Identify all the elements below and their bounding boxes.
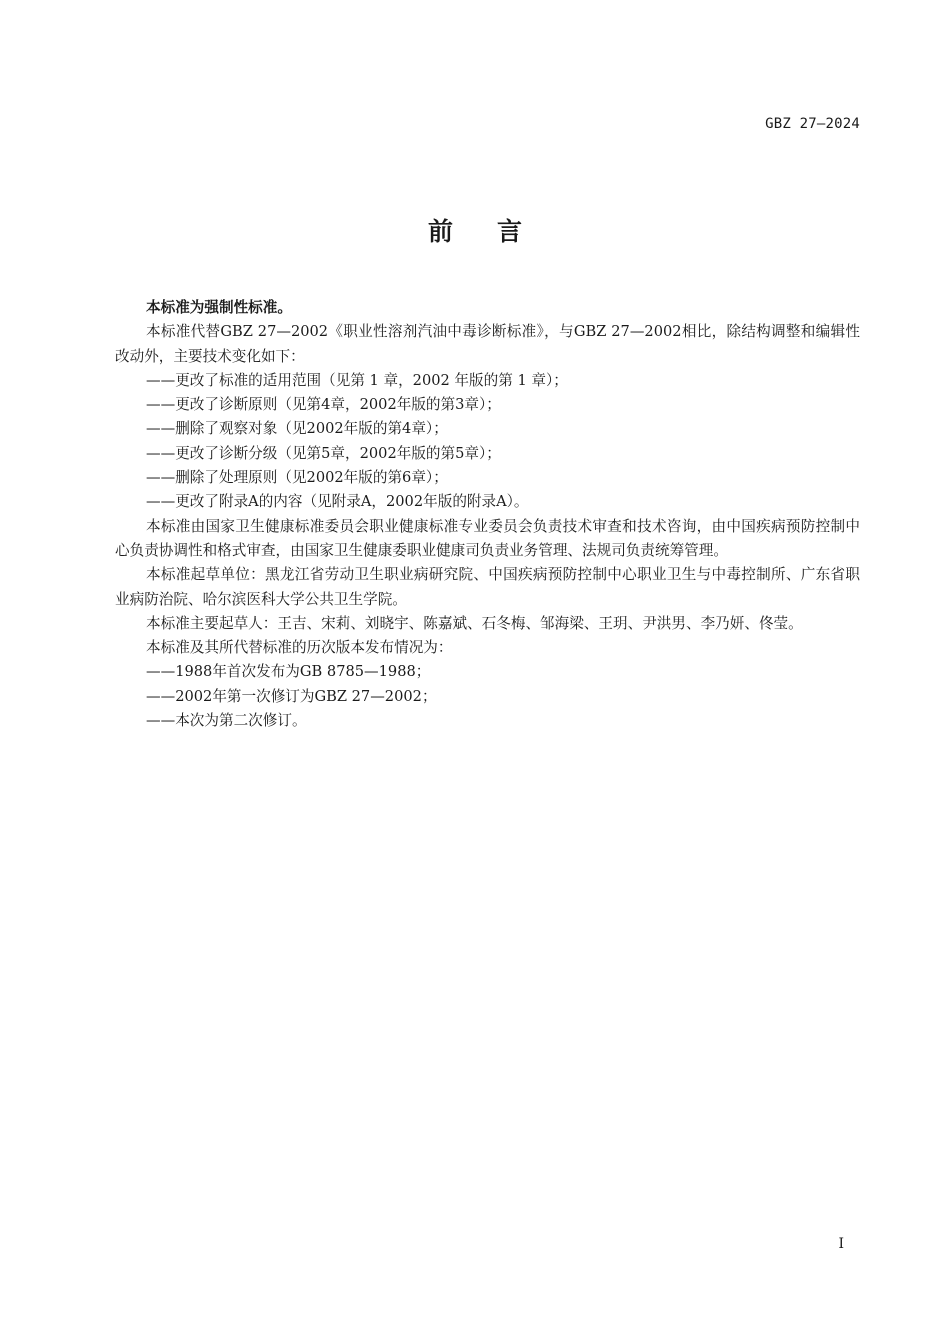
change-item-diagnosis-principle: ——更改了诊断原则（见第4章，2002年版的第3章）； [146, 396, 501, 414]
version-history-intro: 本标准及其所代替标准的历次版本发布情况为： [146, 639, 453, 657]
standard-code: GBZ 27—2024 [765, 116, 860, 132]
main-drafters: 本标准主要起草人：王吉、宋莉、刘晓宇、陈嘉斌、石冬梅、邹海梁、王玥、尹洪男、李乃妍、佟莹。 [146, 614, 803, 632]
page-number: I [838, 1236, 844, 1252]
change-item-diagnosis-grading: ——更改了诊断分级（见第5章，2002年版的第5章）； [146, 444, 501, 462]
drafting-units: 本标准起草单位：黑龙江省劳动卫生职业病研究院、中国疾病预防控制中心职业卫生与中毒控制所、广东省职业病防治院、哈尔滨医科大学公共卫生学院。 [115, 566, 860, 608]
foreword-body [115, 296, 860, 733]
mandatory-statement: 本标准为强制性标准。 [146, 299, 292, 316]
replacement-statement: 本标准代替GBZ 27—2002《职业性溶剂汽油中毒诊断标准》，与GBZ 27—2002相比，除结构调整和编辑性改动外，主要技术变化如下： [115, 323, 860, 365]
version-history-current: ——本次为第二次修订。 [146, 712, 307, 730]
change-item-appendix: ——更改了附录A的内容（见附录A，2002年版的附录A）。 [146, 493, 529, 511]
change-item-scope: ——更改了标准的适用范围（见第 1 章，2002 年版的第 1 章）； [146, 371, 568, 389]
page-title: 前言 [427, 217, 566, 246]
version-history-1988: ——1988年首次发布为GB 8785—1988； [146, 663, 431, 681]
change-item-treatment: ——删除了处理原则（见2002年版的第6章）； [146, 469, 448, 487]
change-item-observation: ——删除了观察对象（见2002年版的第4章）； [146, 420, 448, 438]
responsibility-statement: 本标准由国家卫生健康标准委员会职业健康标准专业委员会负责技术审查和技术咨询，由中国疾病预防控制中心负责协调性和格式审查，由国家卫生健康委职业健康司负责业务管理、法规司负责统筹管理。 [115, 517, 860, 559]
version-history-2002: ——2002年第一次修订为GBZ 27—2002； [146, 687, 437, 705]
